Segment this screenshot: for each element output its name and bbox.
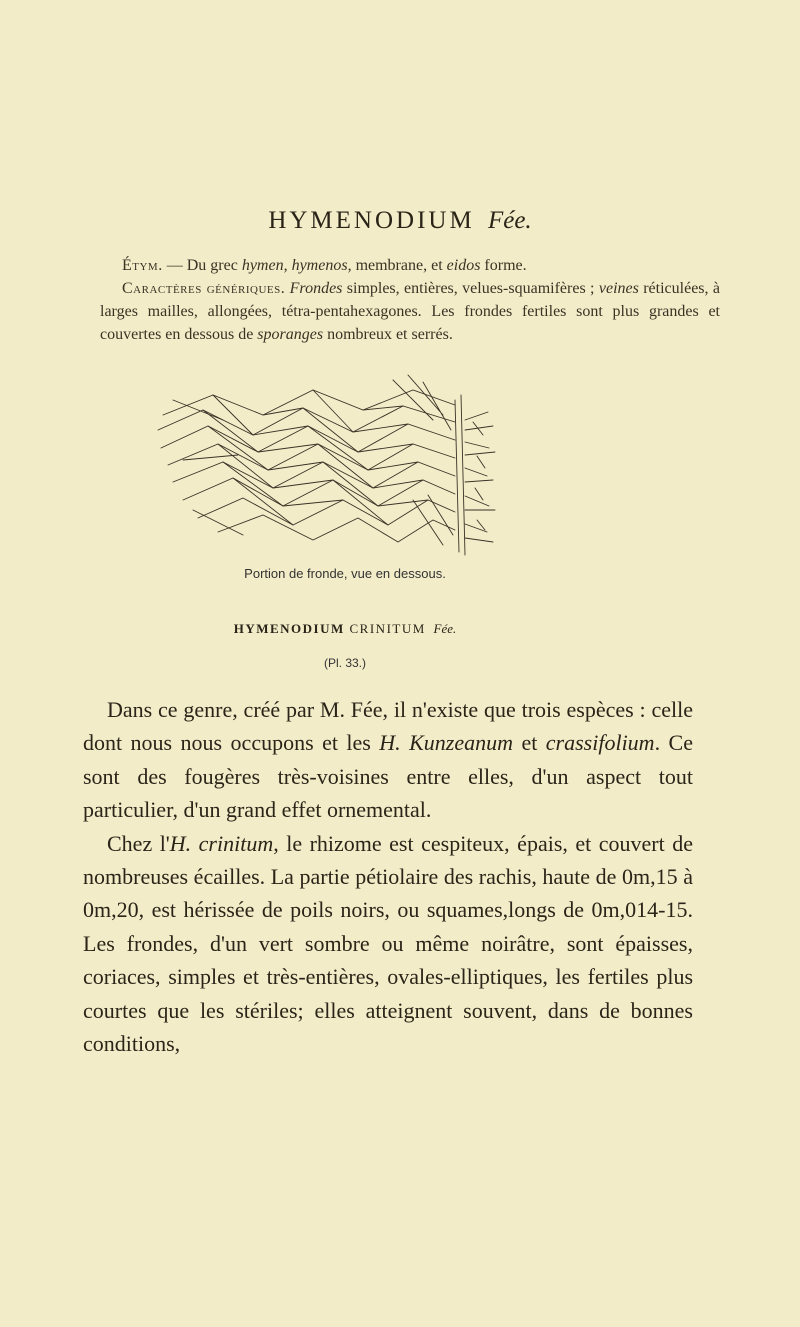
paragraph-2 (83, 827, 693, 1061)
species-name: H. Kunzeanum (379, 730, 514, 756)
species-genus: HYMENODIUM (233, 621, 345, 636)
species-name: crassifolium (545, 730, 655, 756)
term: sporanges (257, 326, 324, 343)
figure-caption: Portion de fronde, vue en dessous. (244, 566, 446, 581)
characters-text: simples, entières, velues-squamifères ; (342, 280, 599, 297)
characters-text: nombreux et serrés. (323, 326, 453, 343)
genus-author: Fée. (487, 207, 532, 234)
body-text-span: Dans ce genre, créé par M. Fée, il n'existe que trois espèces : celle dont nous nous occupons et les (83, 697, 693, 756)
greek-term: eidos (446, 257, 481, 274)
greek-term: hymen, hymenos (241, 257, 348, 274)
species-epithet: CRINITUM (349, 621, 426, 636)
generic-description (100, 254, 720, 346)
paragraph-1 (83, 693, 693, 827)
genus-title (0, 207, 800, 235)
etymology-label: Étym. (122, 257, 163, 274)
body-text-span: , le rhizome est cespiteux, épais, et couvert de nombreuses écailles. La partie pétiolaire des rachis, haute de 0m,15 à 0m,20, est hérissée de poils noirs, ou squames,longs de 0m,014-15. Les frondes, d'un vert sombre ou même noirâtre, sont épaisses, coriaces, simples et très-entières, ovales-elliptiques, les fertiles plus courtes que les stériles; elles atteignent souvent, dans de bonnes conditions, (83, 830, 693, 1057)
etymology-text: , membrane, et (347, 257, 447, 274)
genus-name: HYMENODIUM (268, 207, 475, 234)
etymology-text: forme. (480, 257, 527, 274)
plate-reference: (Pl. 33.) (323, 656, 366, 670)
body-text-span: . Ce sont des fougères très-voisines entre elles, d'un aspect tout particulier, d'un grand effet ornemental. (83, 730, 693, 823)
etymology-paragraph (100, 254, 720, 277)
body-text-span: Chez l' (107, 830, 170, 856)
species-author: Fée. (433, 621, 457, 636)
term: veines (598, 280, 639, 297)
characters-paragraph (100, 277, 720, 346)
species-title (0, 621, 690, 637)
etymology-text: — Du grec (162, 257, 242, 274)
characters-label: Caractères génériques. (122, 280, 286, 297)
body-text-span: et (513, 730, 546, 756)
body-text (83, 693, 693, 1060)
species-name: H. crinitum (169, 830, 274, 856)
characters-text: réticulées, à larges mailles, allongées, tétra-pentahexagones. Les frondes fertiles sont plus grandes et couvertes en dessous de (100, 280, 720, 343)
frond-vein-illustration (143, 360, 513, 560)
term: Frondes (289, 280, 343, 297)
